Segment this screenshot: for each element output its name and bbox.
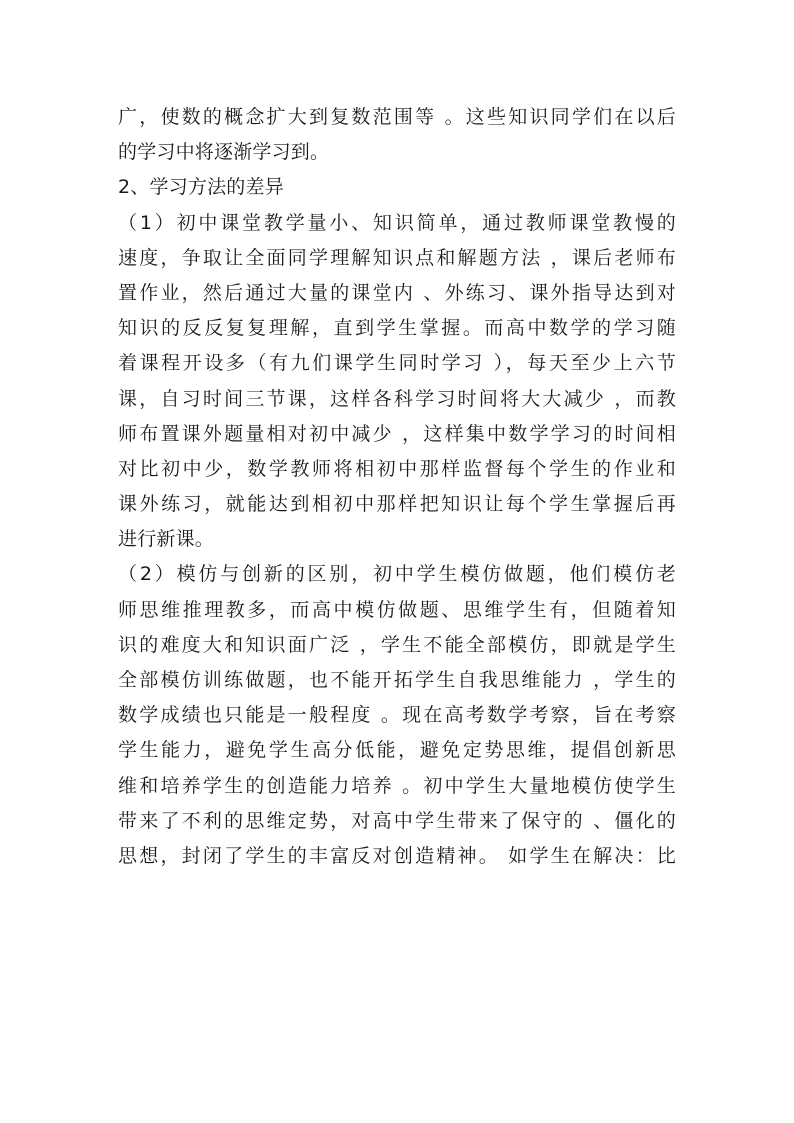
- text-line-4: （1）初中课堂教学量小、知识简单，通过教师课堂教慢的: [118, 211, 676, 234]
- text-line-16: 识的难度大和知识面广泛 ，学生不能全部模仿，即就是学生: [118, 633, 676, 656]
- text-line-20: 维和培养学生的创造能力培养 。初中学生大量地模仿使学生: [118, 774, 676, 797]
- text-line-18: 数学成绩也只能是一般程度 。现在高考数学考察，旨在考察: [118, 704, 676, 727]
- text-line-8: 着课程开设多（有九们课学生同时学习 ），每天至少上六节: [118, 352, 676, 375]
- text-line-12: 课外练习，就能达到相初中那样把知识让每个学生掌握后再: [118, 493, 676, 516]
- text-line-13: 进行新课。: [118, 528, 215, 551]
- text-line-2: 的学习中将逐渐学习到。: [118, 141, 330, 164]
- text-line-22: 思想，封闭了学生的丰富反对创造精神。 如学生在解决：比: [118, 844, 676, 867]
- text-line-19: 学生能力，避免学生高分低能，避免定势思维，提倡创新思: [118, 739, 676, 762]
- text-line-7: 知识的反反复复理解，直到学生掌握。而高中数学的学习随: [118, 317, 676, 340]
- section-heading: 2、学习方法的差异: [118, 176, 284, 199]
- text-line-1: 广，使数的概念扩大到复数范围等 。这些知识同学们在以后: [118, 106, 676, 128]
- text-line-17: 全部模仿训练做题，也不能开拓学生自我思维能力 ，学生的: [118, 669, 676, 691]
- text-line-6: 置作业，然后通过大量的课堂内 、外练习、课外指导达到对: [118, 281, 676, 304]
- text-line-15: 师思维推理教多，而高中模仿做题、思维学生有，但随着知: [118, 598, 676, 621]
- text-line-14: （2）模仿与创新的区别，初中学生模仿做题，他们模仿老: [118, 563, 676, 586]
- text-line-11: 对比初中少，数学教师将相初中那样监督每个学生的作业和: [118, 457, 676, 480]
- text-line-10: 师布置课外题量相对初中减少 ，这样集中数学学习的时间相: [118, 422, 676, 445]
- text-line-9: 课，自习时间三节课，这样各科学习时间将大大减少 ，而教: [118, 387, 676, 410]
- text-line-21: 带来了不利的思维定势，对高中学生带来了保守的 、僵化的: [118, 809, 676, 832]
- text-line-5: 速度，争取让全面同学理解知识点和解题方法 ，课后老师布: [118, 246, 676, 269]
- body-text: [118, 100, 676, 874]
